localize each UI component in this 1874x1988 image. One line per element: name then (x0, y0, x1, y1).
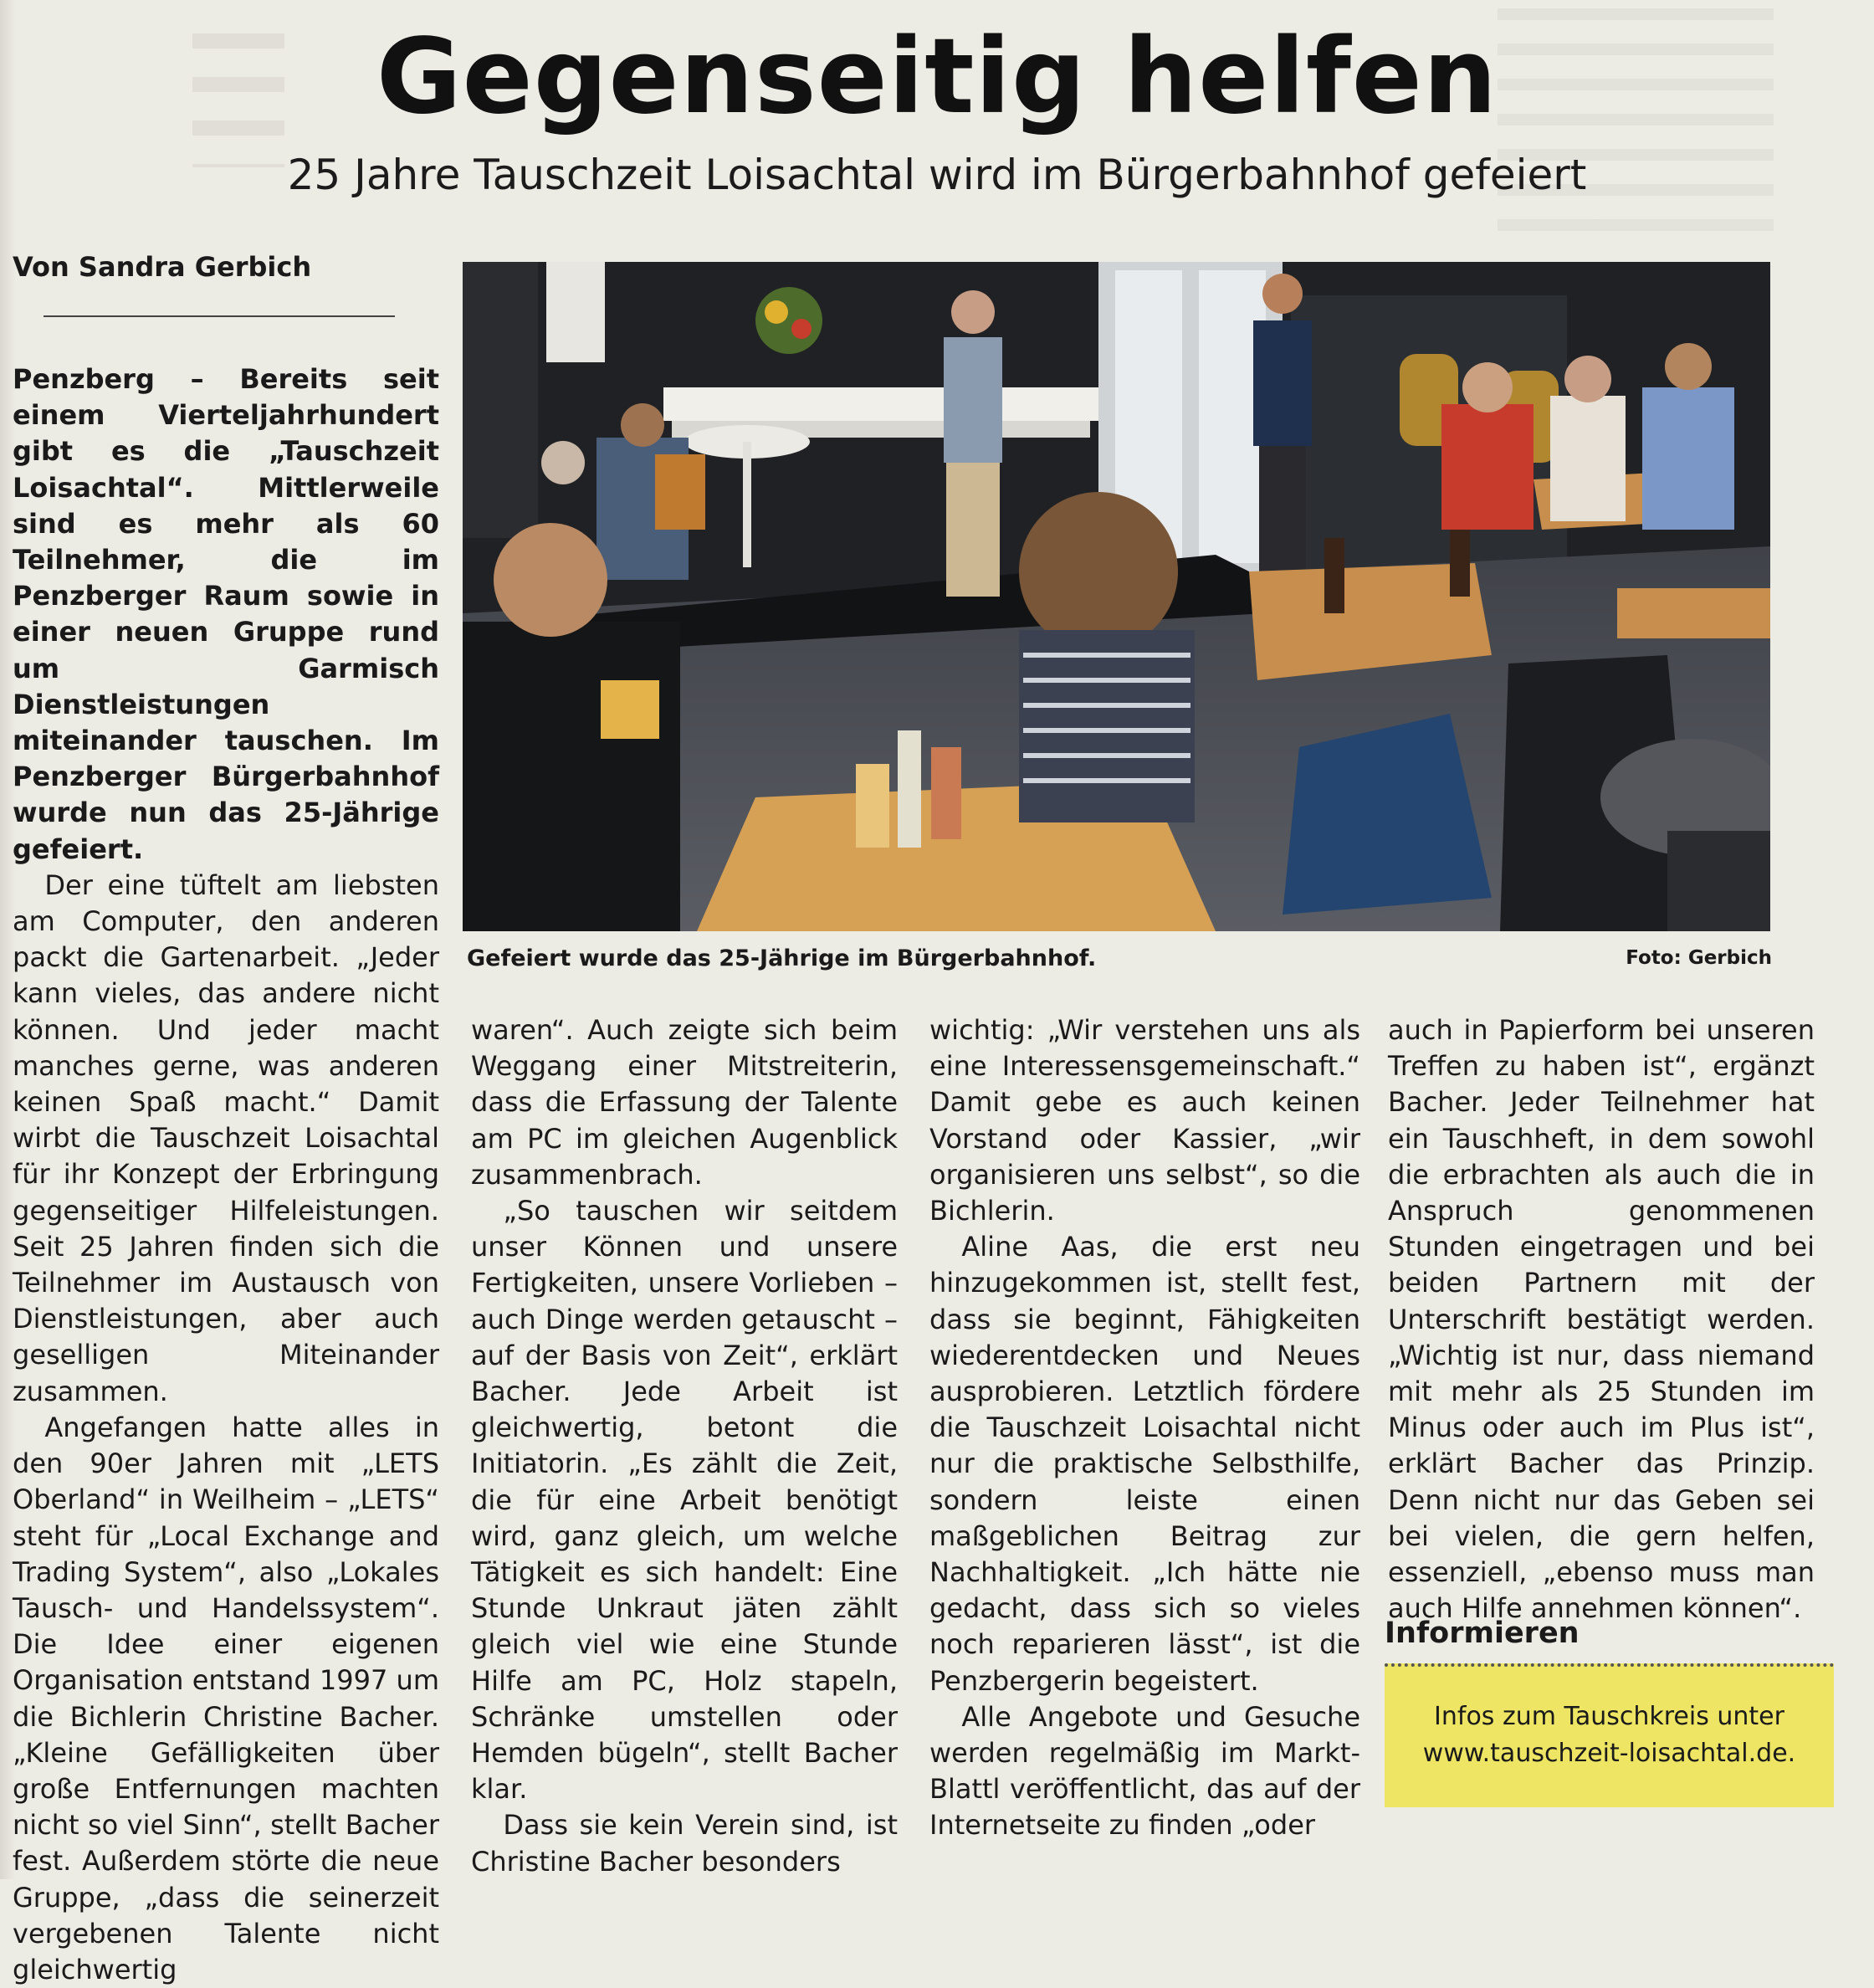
body-paragraph: Angefangen hatte alles in den 90er Jahren mit „LETS Oberland“ in Weilheim – „LETS“ steht für „Local Exchange and Trading System“, also „Lokales Tausch- und Handelssystem“. Die Idee einer eigenen Organisation entstand 1997 um die Bichlerin Christine Bacher. „Kleine Gefälligkeiten über große Entfernungen machten nicht so viel Sinn“, stellt Bacher fest. Außerdem störte die neue Gruppe, „dass die seinerzeit vergebenen Talente nicht gleichwertig (13, 1411, 439, 1985)
event-photo (463, 262, 1770, 931)
byline: Von Sandra Gerbich (13, 251, 312, 283)
event-photo-illustration (463, 262, 1770, 931)
subheadline: 25 Jahre Tauschzeit Loisachtal wird im Bürgerbahnhof gefeiert (287, 151, 1587, 199)
article-column-2 (471, 1012, 898, 1880)
article-column-4 (1388, 1012, 1815, 1627)
photo-caption: Gefeiert wurde das 25-Jährige im Bürgerbahnhof. (467, 945, 1097, 971)
photo-credit: Foto: Gerbich (1626, 947, 1772, 969)
info-heading: Informieren (1385, 1617, 1580, 1650)
article-column-3 (929, 1012, 1360, 1844)
info-url: www.tauschzeit-loisachtal.de. (1422, 1739, 1796, 1768)
info-text: Infos zum Tauschkreis unter (1434, 1702, 1784, 1731)
body-paragraph: Aline Aas, die erst neu hinzugekommen ist, stellt fest, dass sie beginnt, Fähigkeiten wiederentdecken und Neues ausprobieren. Letztlich fördere die Tauschzeit Loisachtal nicht nur die praktische Selbsthilfe, sondern leiste einen maßgeblichen Beitrag zur Nachhaltigkeit. „Ich hätte nie gedacht, dass sich so vieles noch reparieren lässt“, ist die Penzbergerin begeistert. (929, 1231, 1360, 1697)
body-paragraph: Alle Angebote und Gesuche werden regelmäßig im Markt-Blattl veröffentlicht, das auf der Internetseite zu finden „oder (929, 1700, 1360, 1842)
body-paragraph: „So tauschen wir seitdem unser Können und unsere Fertigkeiten, unsere Vorlieben – auch Dinge werden getauscht –auf der Basis von Zeit“, erklärt Bacher. Jede Arbeit ist gleichwertig, betont die Initiatorin. „Es zählt die Zeit, die für eine Arbeit benötigt wird, ganz gleich, um welche Tätigkeit es sich handelt: Eine Stunde Unkraut jäten zählt gleich viel wie eine Stunde Hilfe am PC, Holz stapeln, Schränke umstellen oder Hemden bügeln“, stellt Bacher klar. (471, 1195, 898, 1806)
headline: Gegenseitig helfen (376, 17, 1498, 137)
body-paragraph: auch in Papierform bei unseren Treffen zu haben ist“, ergänzt Bacher. Jeder Teilnehmer hat ein Tauschheft, in dem sowohl die erbrachten als auch die in Anspruch genommenen Stunden eingetragen und bei beiden Partnern mit der Unterschrift bestätigt werden. „Wichtig ist nur, dass niemand mit mehr als 25 Stunden im Minus oder auch im Plus ist“, erklärt Bacher das Prinzip. Denn nicht nur das Geben sei bei vielen, die gern helfen, essenziell, „ebenso muss man auch Hilfe annehmen können“. (1388, 1014, 1815, 1625)
body-paragraph: Der eine tüftelt am liebsten am Computer, den anderen packt die Gartenarbeit. „Jeder kann vieles, das andere nicht können. Und jeder macht manches gerne, was anderen keinen Spaß macht.“ Damit wirbt die Tauschzeit Loisachtal für ihr Konzept der Erbringung gegenseitiger Hilfeleistungen. Seit 25 Jahren finden sich die Teilnehmer im Austausch von Dienstleistungen, aber auch geselligen Miteinander zusammen. (13, 868, 439, 1407)
info-box (1385, 1663, 1834, 1807)
body-paragraph: wichtig: „Wir verstehen uns als eine Interessensgemeinschaft.“ Damit gebe es auch keinen Vorstand oder Kassier, „wir organisieren uns selbst“, so die Bichlerin. (929, 1014, 1360, 1227)
byline-divider (44, 315, 395, 317)
body-paragraph: waren“. Auch zeigte sich beim Weggang einer Mitstreiterin, dass die Erfassung der Talente am PC im gleichen Augenblick zusammenbrach. (471, 1014, 898, 1191)
article-column-1 (13, 361, 439, 1988)
body-paragraph: Dass sie kein Verein sind, ist Christine Bacher besonders (471, 1809, 898, 1878)
lead-paragraph: Penzberg – Bereits seit einem Vierteljahrhundert gibt es die „Tauschzeit Loisachtal“. Mittlerweile sind es mehr als 60 Teilnehmer, die im Penzberger Raum sowie in einer neuen Gruppe rund um Garmisch Dienstleistungen miteinander tauschen. Im Penzberger Bürgerbahnhof wurde nun das 25-Jährige gefeiert. (13, 363, 439, 865)
